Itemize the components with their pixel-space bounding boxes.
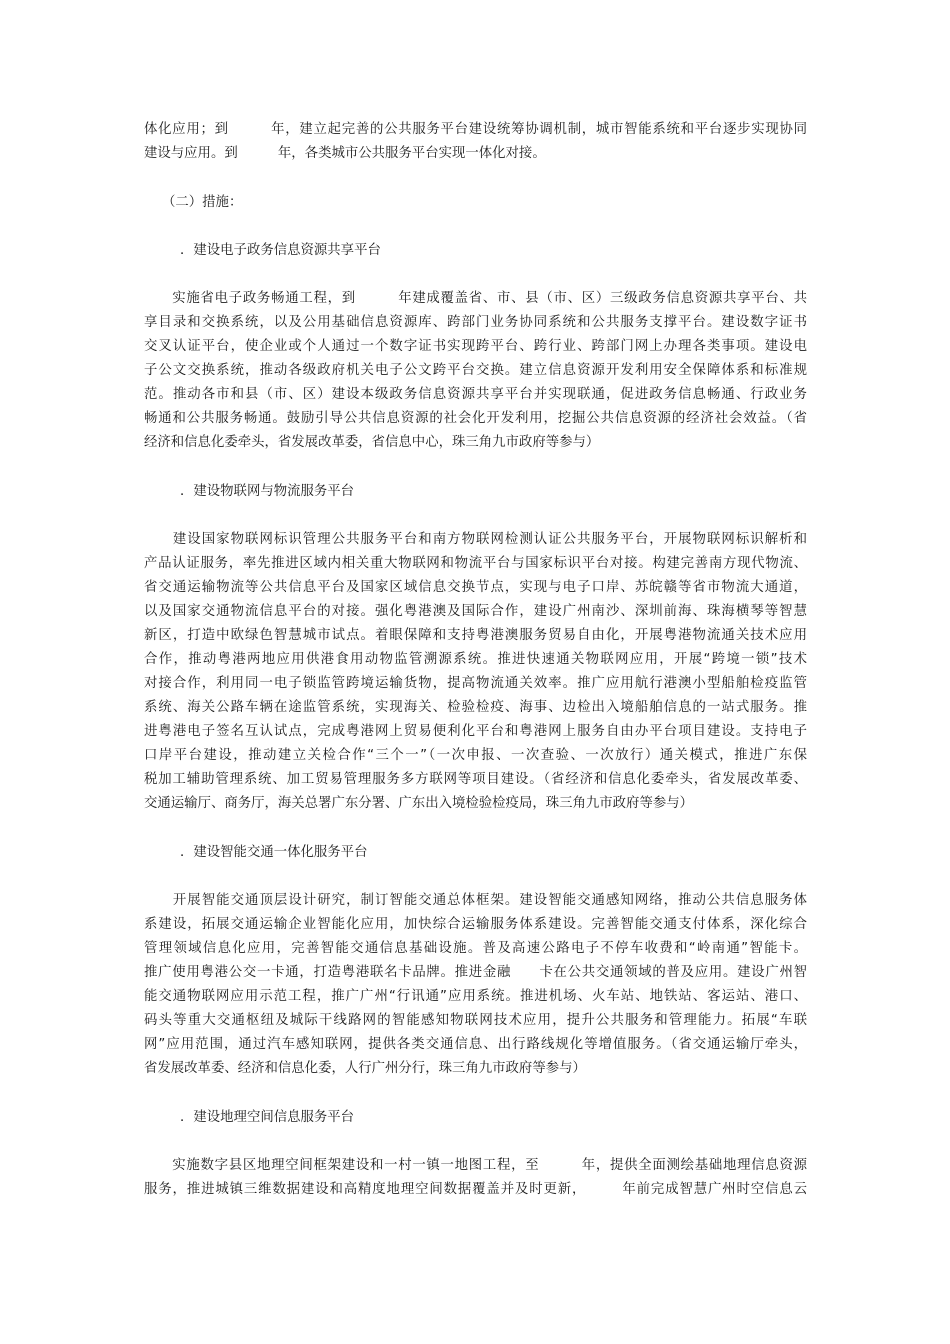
item-1-line: 实施省电子政务畅通工程，到 年建成覆盖省、市、县（市、区）三级政务信息资源共享平台、共 <box>144 291 807 306</box>
item-3-line: 开展智能交通顶层设计研究，制订智能交通总体框架。建设智能交通感知网络，推动公共信息服务体 <box>144 893 807 908</box>
item-2-line: 新区，打造中欧绿色智慧城市试点。着眼保障和支持粤港澳服务贸易自由化，开展粤港物流通关技术应用 <box>144 628 807 643</box>
item-1-line: 子公文交换系统，推动各级政府机关电子公文跨平台交换。建立信息资源开发利用安全保障体系和标准规 <box>144 363 807 378</box>
item-2-heading: ．建设物联网与物流服务平台 <box>180 484 355 499</box>
item-3-line: 管理领域信息化应用，完善智能交通信息基础设施。普及高速公路电子不停车收费和“岭南通”智能卡。 <box>144 941 807 956</box>
item-2-line: 税加工辅助管理系统、加工贸易管理服务多方联网等项目建设。（省经济和信息化委牵头，省发展改革委、 <box>144 772 807 787</box>
item-2-line: 交通运输厅、商务厅，海关总署广东分署、广东出入境检验检疫局，珠三角九市政府等参与） <box>144 796 694 811</box>
item-2-line: 进粤港电子签名互认试点，完成粤港网上贸易便利化平台和粤港网上服务自由办平台项目建设。支持电子 <box>144 724 807 739</box>
item-2-line: 口岸平台建设，推动建立关检合作“三个一”（一次申报、一次查验、一次放行）通关模式，推进广东保 <box>144 748 807 763</box>
item-1-line: 交叉认证平台，使企业或个人通过一个数字证书实现跨平台、跨行业、跨部门网上办理各类事项。建设电 <box>144 339 807 354</box>
item-3-heading: ．建设智能交通一体化服务平台 <box>180 845 368 860</box>
item-3-line: 省发展改革委、经济和信息化委，人行广州分行，珠三角九市政府等参与） <box>144 1061 586 1076</box>
item-1-line: 享目录和交换系统，以及公用基础信息资源库、跨部门业务协同系统和公共服务支撑平台。建设数字证书 <box>144 315 807 330</box>
item-2-line: 建设国家物联网标识管理公共服务平台和南方物联网检测认证公共服务平台，开展物联网标识解析和 <box>144 532 807 547</box>
item-2-line: 对接合作，利用同一电子锁监管跨境运输货物，提高物流通关效率。推广应用航行港澳小型船舶检疫监管 <box>144 676 807 691</box>
item-2-line: 系统、海关公路车辆在途监管系统，实现海关、检验检疫、海事、边检出入境船舶信息的一站式服务。推 <box>144 700 807 715</box>
item-3-line: 网”应用范围，通过汽车感知联网，提供各类交通信息、出行路线规化等增值服务。（省交通运输厅牵头， <box>144 1037 807 1052</box>
item-2-line: 以及国家交通物流信息平台的对接。强化粤港澳及国际合作，建设广州南沙、深圳前海、珠海横琴等智慧 <box>144 604 807 619</box>
item-4-heading: ．建设地理空间信息服务平台 <box>180 1110 355 1125</box>
item-3-line: 系建设，拓展交通运输企业智能化应用，加快综合运输服务体系建设。完善智能交通支付体系，深化综合 <box>144 917 807 932</box>
item-2-line: 合作，推动粤港两地应用供港食用动物监管溯源系统。推进快速通关物联网应用，开展“跨境一锁”技术 <box>144 652 807 667</box>
item-3-line: 推广使用粤港公交一卡通，打造粤港联名卡品牌。推进金融 卡在公共交通领域的普及应用。建设广州智 <box>144 965 807 980</box>
intro-line-1: 体化应用；到 年，建立起完善的公共服务平台建设统筹协调机制，城市智能系统和平台逐步实现协同 <box>144 122 807 137</box>
item-3-line: 能交通物联网应用示范工程，推广广州“行讯通”应用系统。推进机场、火车站、地铁站、客运站、港口、 <box>144 989 807 1004</box>
section-heading: （二）措施： <box>162 195 243 210</box>
item-1-line: 畅通和公共服务畅通。鼓励引导公共信息资源的社会化开发利用，挖掘公共信息资源的经济社会效益。（省 <box>144 411 807 426</box>
item-1-line: 范。推动各市和县（市、区）建设本级政务信息资源共享平台并实现联通，促进政务信息畅通、行政业务 <box>144 387 807 402</box>
item-4-line: 实施数字县区地理空间框架建设和一村一镇一地图工程，至 年，提供全面测绘基础地理信息资源 <box>144 1158 807 1173</box>
item-2-line: 产品认证服务，率先推进区域内相关重大物联网和物流平台与国家标识平台对接。构建完善南方现代物流、 <box>144 556 807 571</box>
item-2-line: 省交通运输物流等公共信息平台及国家区域信息交换节点，实现与电子口岸、苏皖赣等省市物流大通道， <box>144 580 807 595</box>
item-1-line: 经济和信息化委牵头，省发展改革委，省信息中心，珠三角九市政府等参与） <box>144 435 600 450</box>
item-3-line: 码头等重大交通枢纽及城际干线路网的智能感知物联网技术应用，提升公共服务和管理能力。拓展“车联 <box>144 1013 807 1028</box>
item-4-line: 服务，推进城镇三维数据建设和高精度地理空间数据覆盖并及时更新， 年前完成智慧广州时空信息云 <box>144 1182 807 1197</box>
intro-line-2: 建设与应用。到 年，各类城市公共服务平台实现一体化对接。 <box>144 146 546 161</box>
item-1-heading: ．建设电子政务信息资源共享平台 <box>180 243 381 258</box>
